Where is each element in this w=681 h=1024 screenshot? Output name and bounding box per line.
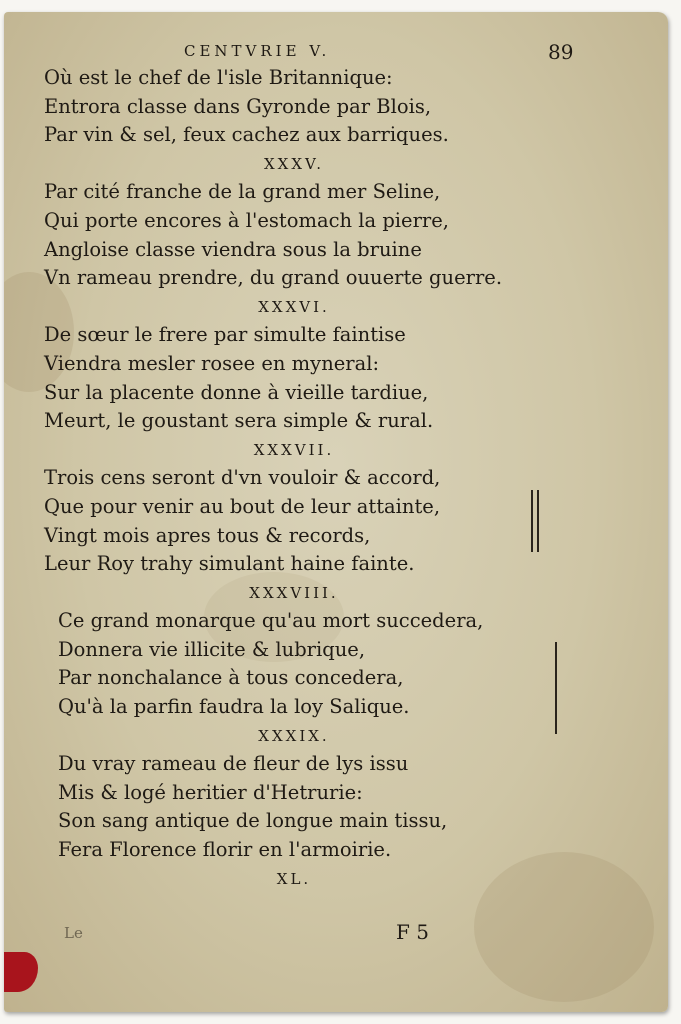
verse-line: Entrora classe dans Gyronde par Blois, <box>44 94 432 118</box>
verse-line: Leur Roy trahy simulant haine fainte. <box>44 552 415 576</box>
verse-line: Son sang antique de longue main tissu, <box>58 809 448 833</box>
verse-line: Viendra mesler rosee en myneral: <box>44 351 380 375</box>
quatrain-numeral: XXXVIII. <box>249 583 339 602</box>
book-page <box>4 12 668 1012</box>
verse-line: Qu'à la parfin faudra la loy Salique. <box>58 695 410 719</box>
margin-rule <box>555 642 557 734</box>
quatrain-numeral: XXXV. <box>263 154 324 173</box>
verse-line: Sur la placente donne à vieille tardiue, <box>44 380 429 404</box>
margin-rule <box>531 490 533 552</box>
quatrain-numeral: XXXVI. <box>258 297 330 316</box>
verse-line: Mis & logé heritier d'Hetrurie: <box>58 780 363 804</box>
verse-line: De sœur le frere par simulte faintise <box>44 323 406 347</box>
page-number: 89 <box>548 40 574 64</box>
verse-line: Du vray rameau de fleur de lys issu <box>58 752 409 776</box>
verse-line: Qui porte encores à l'estomach la pierre, <box>44 208 449 232</box>
verse-line: Où est le chef de l'isle Britannique: <box>44 66 393 89</box>
verse-line: Trois cens seront d'vn vouloir & accord, <box>44 466 441 490</box>
verse-line: Ce grand monarque qu'au mort succedera, <box>58 609 484 633</box>
verse-line: Par nonchalance à tous concedera, <box>58 666 404 690</box>
verse-line: Angloise classe viendra sous la bruine <box>44 237 422 261</box>
verse-block <box>44 64 584 893</box>
margin-rule <box>537 490 539 552</box>
verse-line: Par vin & sel, feux cachez aux barriques. <box>44 123 449 147</box>
catchword: Le <box>64 924 83 942</box>
verse-line: Vingt mois apres tous & records, <box>44 523 371 547</box>
verse-line: Vn rameau prendre, du grand ouuerte guerre. <box>44 266 503 290</box>
verse-line: Par cité franche de la grand mer Seline, <box>44 180 441 204</box>
quatrain-numeral: XL. <box>276 869 312 888</box>
verse-line: Meurt, le goustant sera simple & rural. <box>44 409 434 433</box>
quatrain-numeral: XXXVII. <box>253 440 335 459</box>
running-head: CENTVRIE V. <box>184 42 331 60</box>
verse-line: Fera Florence florir en l'armoirie. <box>58 838 392 862</box>
quatrain-numeral: XXXIX. <box>258 726 330 745</box>
verse-line: Que pour venir au bout de leur attainte, <box>44 494 441 518</box>
verse-line: Donnera vie illicite & lubrique, <box>58 637 366 661</box>
signature-mark: F 5 <box>396 920 429 944</box>
